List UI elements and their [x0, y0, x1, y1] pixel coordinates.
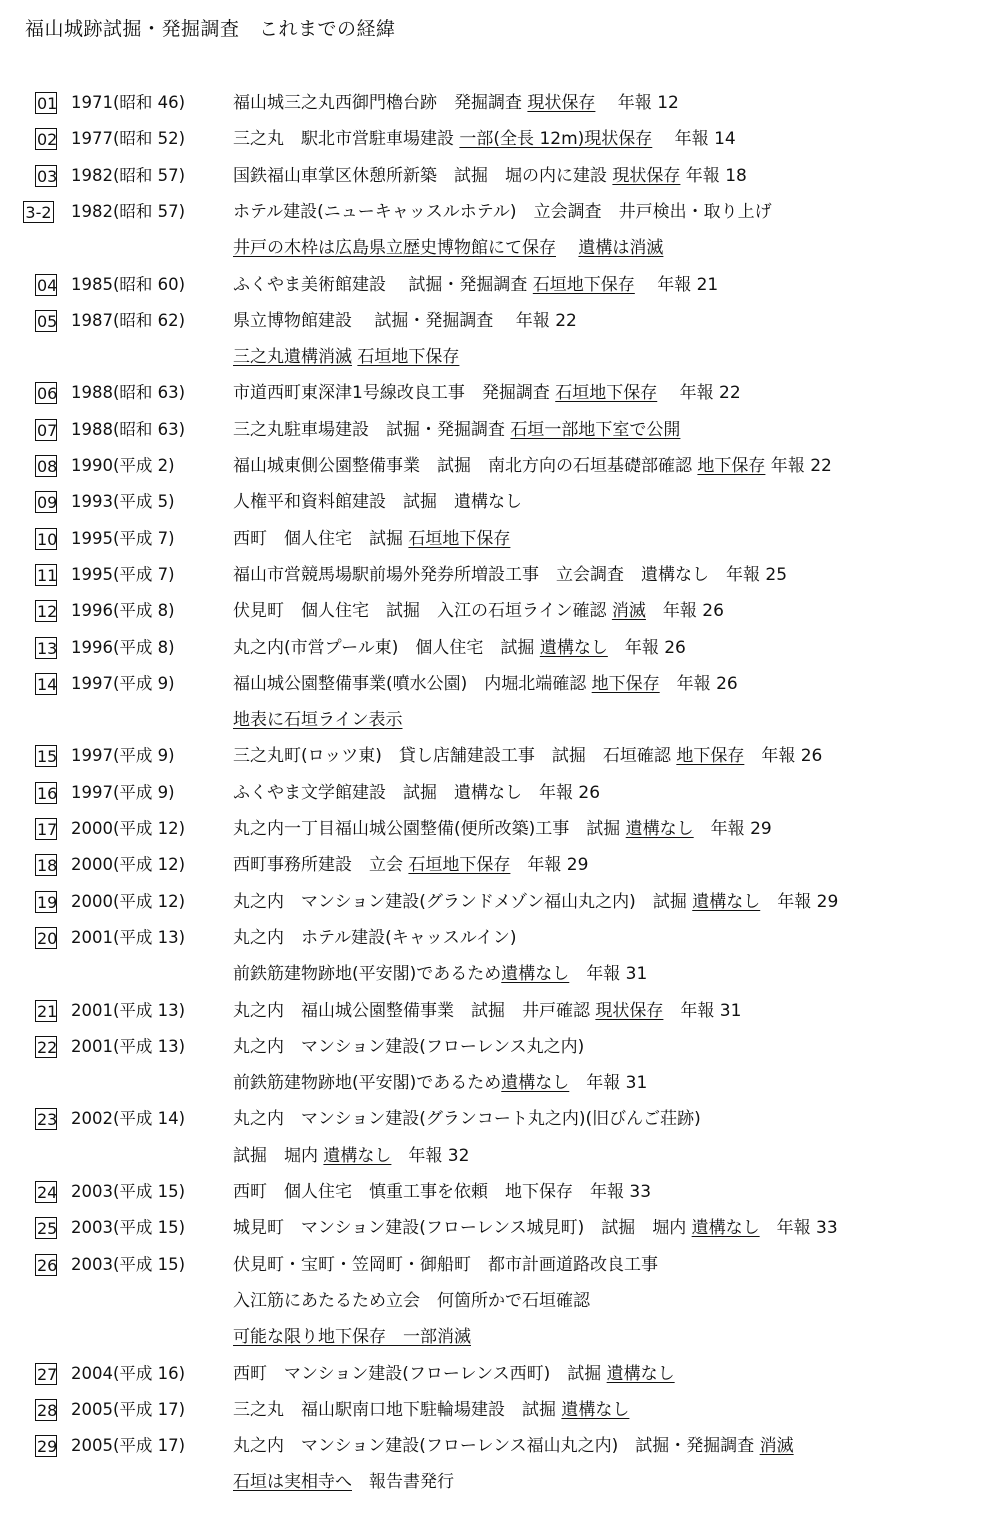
entry-number: 09	[37, 493, 58, 513]
entry-description	[233, 560, 787, 590]
entry-description	[233, 378, 741, 408]
entry-year: 1988(昭和 63)	[71, 419, 186, 439]
entry-number: 24	[37, 1183, 58, 1202]
entry-number: 10	[37, 529, 58, 549]
entry-number: 21	[37, 1001, 58, 1021]
underlined-text: 井戸の木枠は広島県立歴史博物館にて保存	[233, 238, 556, 259]
entry-year: 1993(平成 5)	[71, 492, 175, 512]
entry-year: 1990(平成 2)	[71, 456, 175, 475]
underlined-text: 遺構なし	[501, 1073, 570, 1094]
entry-number: 28	[37, 1400, 58, 1420]
underlined-text: 三之丸遺構消滅	[233, 347, 352, 368]
entry-text: 年報 31	[569, 1073, 648, 1094]
entry-text	[556, 238, 578, 258]
entry-text: 丸之内 ホテル建設(キャッスルイン)	[233, 927, 517, 948]
entry-text: 報告書発行	[352, 1472, 454, 1493]
entry-number: 29	[37, 1437, 58, 1457]
entry-number: 25	[37, 1219, 58, 1239]
underlined-text: 遺構なし	[323, 1145, 392, 1166]
entry-description	[233, 161, 747, 191]
entry-year: 2000(平成 12)	[71, 855, 186, 875]
entry-text: 丸之内 マンション建設(グランコート丸之内)(旧びんご荘跡)	[233, 1109, 701, 1130]
underlined-text: 遺構は消滅	[578, 238, 664, 259]
entry-number: 13	[37, 638, 58, 658]
entry-text: 福山市営競馬場駅前場外発券所増設工事 立会調査 遺構なし 年報 25	[233, 564, 788, 585]
entry-description	[233, 1359, 675, 1389]
entry-number: 23	[37, 1110, 58, 1130]
entry-continuation	[233, 1068, 647, 1098]
entry-continuation	[233, 342, 459, 372]
entry-text: 年報 31	[569, 964, 648, 985]
entry-text: 県立博物館建設 試掘・発掘調査 年報 22	[233, 310, 577, 331]
entry-description	[233, 669, 738, 699]
entry-text: 国鉄福山車掌区休憩所新築 試掘 堀の内に建設	[233, 165, 613, 186]
entry-year: 2003(平成 15)	[71, 1218, 186, 1238]
entry-text: 三之丸 福山駅南口地下駐輪場建設 試掘	[233, 1399, 562, 1420]
entry-year: 2003(平成 15)	[71, 1182, 186, 1201]
entry-text: 丸之内 マンション建設(グランドメゾン福山丸之内) 試掘	[233, 891, 693, 912]
entry-number: 14	[37, 674, 58, 694]
entry-description	[233, 415, 680, 445]
entry-number: 12	[37, 602, 58, 622]
entry-number: 08	[37, 457, 58, 476]
entry-year: 1995(平成 7)	[71, 564, 175, 584]
entry-description	[233, 887, 838, 917]
entry-continuation	[233, 705, 403, 735]
entry-number: 11	[37, 565, 58, 585]
entry-text: 西町 個人住宅 試掘	[233, 528, 409, 549]
entry-description	[233, 778, 600, 808]
underlined-text: 石垣地下保存	[408, 855, 511, 876]
entry-text: 三之丸町(ロッツ東) 貸し店舗建設工事 試掘 石垣確認	[233, 746, 677, 767]
entry-year: 1988(昭和 63)	[71, 383, 186, 403]
entry-number: 22	[37, 1037, 58, 1057]
entry-text: 入江筋にあたるため立会 何箇所かで石垣確認	[233, 1290, 590, 1311]
entry-description	[233, 996, 741, 1026]
underlined-text: 現状保存	[595, 1000, 664, 1021]
entry-description	[233, 741, 822, 771]
entry-text: 丸之内 マンション建設(フローレンス福山丸之内) 試掘・発掘調査	[233, 1436, 760, 1457]
entry-text: 伏見町 個人住宅 試掘 入江の石垣ライン確認	[233, 601, 612, 622]
entry-text: ふくやま文学館建設 試掘 遺構なし 年報 26	[233, 782, 601, 803]
entry-number: 20	[37, 928, 58, 948]
entry-text: 年報 29	[760, 891, 839, 912]
entry-text: 丸之内(市営プール東) 個人住宅 試掘	[233, 637, 540, 658]
entry-continuation	[233, 959, 647, 989]
entry-number: 01	[37, 94, 58, 113]
entry-year: 1971(昭和 46)	[71, 93, 186, 112]
entry-number: 04	[37, 275, 58, 295]
entry-text: 年報 26	[744, 746, 823, 767]
entry-number: 06	[37, 384, 58, 404]
entry-text: 年報 22	[765, 456, 832, 476]
underlined-text: 消滅	[611, 601, 646, 622]
entry-year: 1997(平成 9)	[71, 673, 175, 693]
entry-description	[233, 270, 718, 300]
underlined-text: 石垣は実相寺へ	[233, 1472, 352, 1493]
entry-continuation	[233, 1141, 469, 1171]
entry-text: 年報 26	[607, 637, 686, 658]
entry-year: 1977(昭和 52)	[71, 129, 186, 149]
entry-description	[233, 850, 588, 880]
entry-number: 27	[37, 1364, 58, 1384]
underlined-text: 石垣地下保存	[532, 274, 635, 295]
entry-number: 16	[37, 783, 58, 803]
entry-description	[233, 88, 679, 118]
underlined-text: 地下保存	[676, 746, 745, 767]
entry-year: 2003(平成 15)	[71, 1254, 186, 1274]
entry-text: 年報 33	[759, 1218, 838, 1239]
entry-text: 前鉄筋建物跡地(平安閣)であるため	[233, 964, 502, 985]
entry-year: 2002(平成 14)	[71, 1109, 186, 1129]
underlined-text: 現状保存	[527, 93, 596, 113]
entry-year: 2001(平成 13)	[71, 927, 186, 947]
entry-text: 丸之内一丁目福山城公園整備(便所改築)工事 試掘	[233, 819, 626, 839]
entry-description	[233, 1250, 658, 1280]
entry-description	[233, 1395, 629, 1425]
entry-year: 1997(平成 9)	[71, 746, 175, 766]
entry-number: 15	[37, 747, 58, 767]
entry-continuation	[233, 1322, 471, 1352]
entry-description	[233, 1431, 794, 1461]
underlined-text: 石垣一部地下室で公開	[510, 419, 681, 440]
entry-year: 1985(昭和 60)	[71, 274, 186, 294]
entry-number: 05	[37, 311, 58, 331]
entry-text: 試掘 堀内	[233, 1145, 324, 1166]
entry-year: 2000(平成 12)	[71, 891, 186, 911]
entry-description	[233, 124, 736, 154]
entry-description	[233, 306, 577, 336]
entry-description	[233, 451, 832, 481]
entry-continuation	[233, 233, 663, 263]
entry-text: 年報 29	[693, 819, 772, 839]
entry-description	[233, 1213, 838, 1243]
entry-year: 2005(平成 17)	[71, 1399, 186, 1419]
entry-year: 1987(昭和 62)	[71, 310, 186, 330]
entry-text: 年報 18	[680, 165, 747, 186]
entry-description	[233, 1177, 651, 1207]
entry-number: 07	[37, 420, 58, 440]
entry-description	[233, 487, 522, 517]
entry-text: 年報 21	[634, 274, 719, 295]
entry-text: 西町 マンション建設(フローレンス西町) 試掘	[233, 1363, 607, 1384]
entry-year: 1996(平成 8)	[71, 637, 175, 657]
entry-text: 年報 29	[510, 855, 589, 876]
entry-description	[233, 1032, 584, 1062]
entry-year: 2005(平成 17)	[71, 1436, 186, 1456]
entry-description	[233, 923, 517, 953]
entry-number: 03	[37, 166, 58, 186]
entry-text: 年報 14	[652, 129, 736, 150]
entry-text: 福山城三之丸西御門櫓台跡 発掘調査	[233, 93, 528, 113]
entry-description	[233, 524, 510, 554]
entry-text: 西町 個人住宅 慎重工事を依頼 地下保存 年報 33	[233, 1182, 652, 1202]
entry-year: 1997(平成 9)	[71, 782, 175, 802]
entry-text: 前鉄筋建物跡地(平安閣)であるため	[233, 1073, 502, 1094]
entry-text: 城見町 マンション建設(フローレンス城見町) 試掘 堀内	[233, 1218, 692, 1239]
entry-text: 三之丸 駅北市営駐車場建設	[233, 129, 460, 150]
page-title: 福山城跡試掘・発掘調査 これまでの経緯	[25, 18, 396, 40]
entry-number: 02	[37, 130, 58, 150]
entry-text: 市道西町東深津1号線改良工事 発掘調査	[233, 383, 556, 404]
entry-text: 福山城東側公園整備事業 試掘 南北方向の石垣基礎部確認	[233, 456, 698, 476]
underlined-text: 消滅	[759, 1436, 794, 1457]
entry-number: 18	[37, 856, 58, 876]
entry-description	[233, 197, 772, 227]
entry-text: 年報 32	[391, 1145, 470, 1166]
entry-text: 年報 22	[657, 383, 741, 404]
entry-text: ふくやま美術館建設 試掘・発掘調査	[233, 274, 533, 295]
underlined-text: 一部(全長 12m)現状保存	[459, 129, 653, 150]
entry-description	[233, 814, 772, 844]
entry-text: 年報 12	[595, 93, 679, 113]
entry-year: 2001(平成 13)	[71, 1036, 186, 1056]
entry-year: 1982(昭和 57)	[71, 165, 186, 185]
entry-description	[233, 1104, 701, 1134]
entry-number: 19	[37, 892, 58, 912]
underlined-text: 遺構なし	[501, 964, 570, 985]
entry-text: 年報 31	[663, 1000, 742, 1021]
entry-year: 1982(昭和 57)	[71, 201, 186, 221]
entry-number: 26	[37, 1255, 58, 1275]
entry-description	[233, 633, 686, 663]
underlined-text: 遺構なし	[561, 1399, 630, 1420]
entry-number: 3-2	[23, 201, 54, 223]
entry-year: 2000(平成 12)	[71, 819, 186, 838]
underlined-text: 石垣地下保存	[408, 528, 511, 549]
underlined-text: 遺構なし	[606, 1363, 675, 1384]
entry-year: 1995(平成 7)	[71, 528, 175, 548]
entry-text: 三之丸駐車場建設 試掘・発掘調査	[233, 419, 511, 440]
entry-continuation	[233, 1467, 454, 1497]
entry-text: 丸之内 マンション建設(フローレンス丸之内)	[233, 1036, 585, 1057]
entry-year: 1996(平成 8)	[71, 601, 175, 621]
underlined-text: 可能な限り地下保存 一部消滅	[233, 1327, 471, 1348]
underlined-text: 現状保存	[612, 165, 681, 186]
entry-text: ホテル建設(ニューキャッスルホテル) 立会調査 井戸検出・取り上げ	[233, 201, 772, 222]
entry-text: 年報 26	[645, 601, 724, 622]
entry-text: 丸之内 福山城公園整備事業 試掘 井戸確認	[233, 1000, 596, 1021]
entry-year: 2004(平成 16)	[71, 1363, 186, 1383]
underlined-text: 遺構なし	[692, 891, 761, 912]
underlined-text: 遺構なし	[625, 819, 694, 839]
entry-continuation	[233, 1286, 590, 1316]
underlined-text: 石垣地下保存	[555, 383, 658, 404]
underlined-text: 遺構なし	[539, 637, 608, 658]
underlined-text: 地表に石垣ライン表示	[233, 710, 403, 731]
entry-number: 17	[37, 820, 58, 839]
entry-text: 年報 26	[659, 673, 738, 694]
underlined-text: 地下保存	[697, 456, 766, 476]
entry-text: 伏見町・宝町・笠岡町・御船町 都市計画道路改良工事	[233, 1254, 658, 1275]
entry-text: 人権平和資料館建設 試掘 遺構なし	[233, 492, 522, 513]
underlined-text: 地下保存	[591, 673, 660, 694]
underlined-text: 石垣地下保存	[357, 347, 460, 368]
entry-text: 福山城公園整備事業(噴水公園) 内堀北端確認	[233, 673, 592, 694]
entry-text: 西町事務所建設 立会	[233, 855, 409, 876]
underlined-text: 遺構なし	[691, 1218, 760, 1239]
entry-year: 2001(平成 13)	[71, 1000, 186, 1020]
entry-description	[233, 596, 724, 626]
